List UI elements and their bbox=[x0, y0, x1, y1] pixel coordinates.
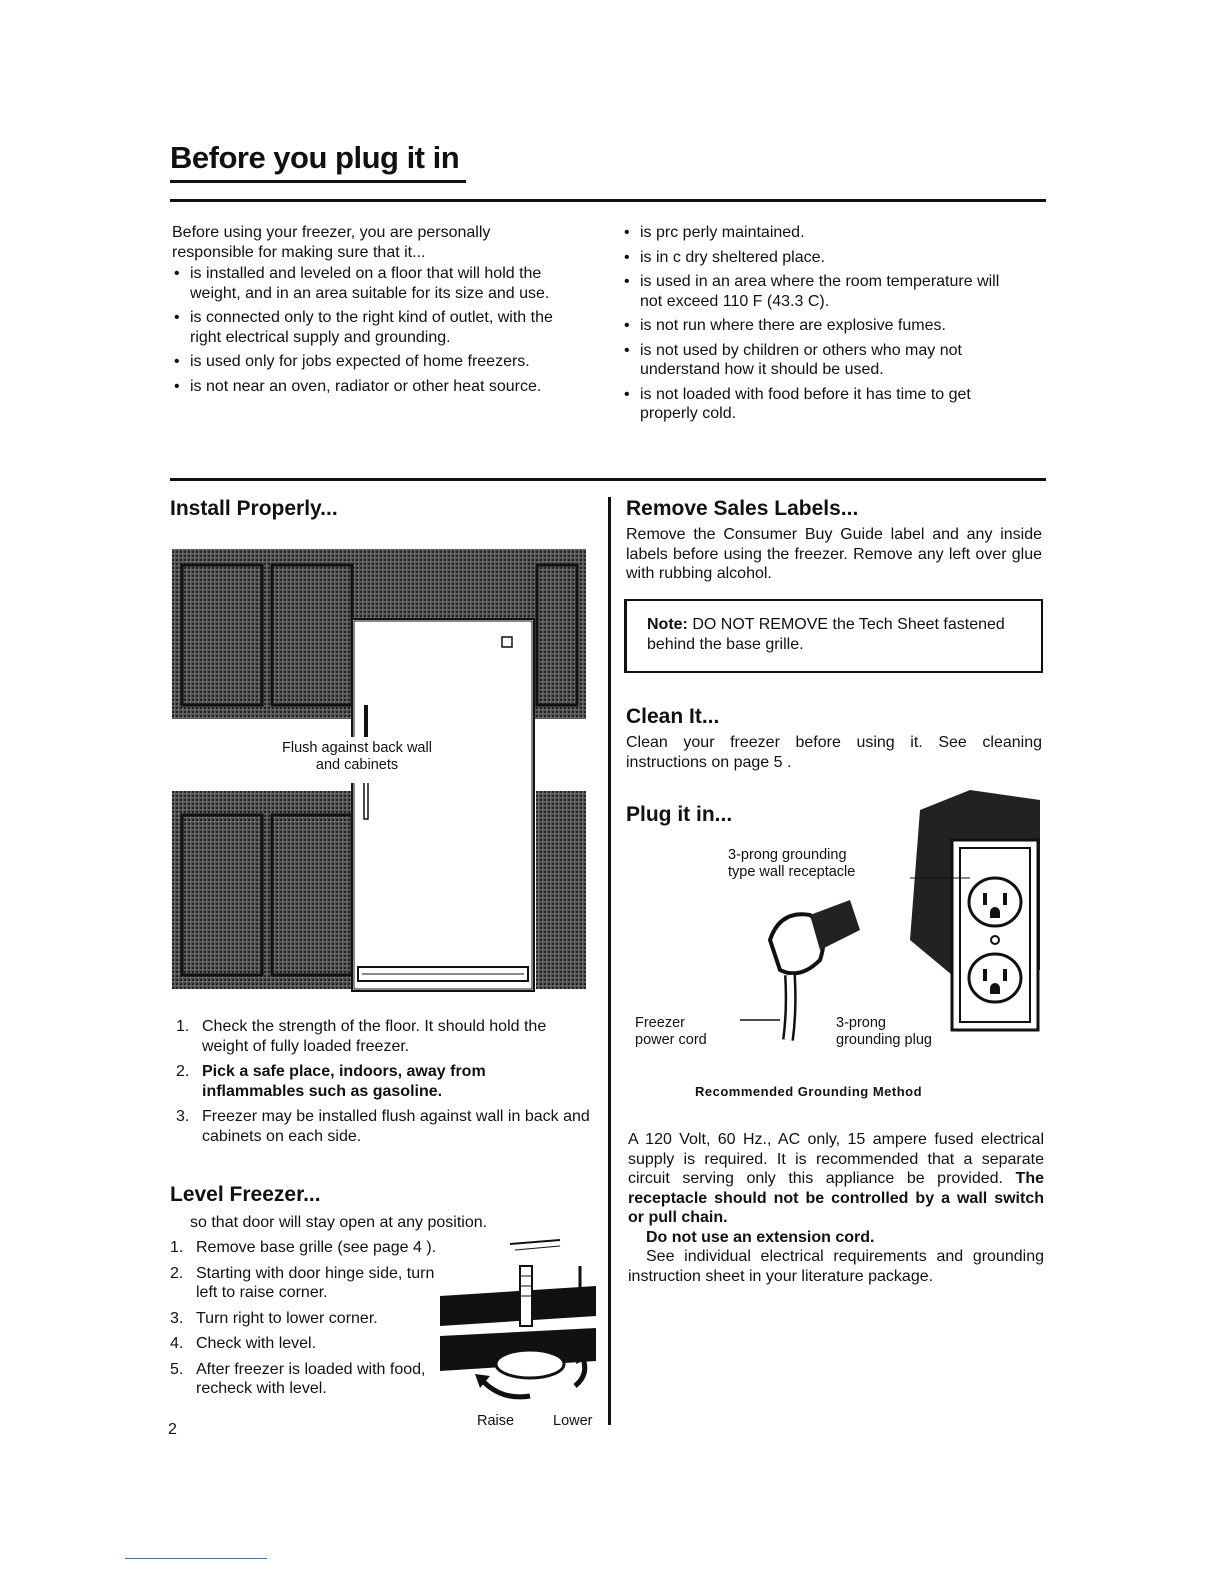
top-rule bbox=[170, 199, 1046, 202]
step-number: 1. bbox=[176, 1018, 190, 1035]
label-line: 3-prong grounding bbox=[728, 847, 847, 863]
title-underline bbox=[170, 180, 466, 183]
step-text: Pick a safe place, indoors, away from inflammables such as gasoline. bbox=[202, 1063, 486, 1100]
step-number: 3. bbox=[170, 1309, 184, 1327]
list-item: • is connected only to the right kind of outlet, with the right electrical supply and grounding. bbox=[172, 308, 567, 347]
install-steps bbox=[172, 1017, 592, 1152]
label-line: power cord bbox=[635, 1032, 707, 1048]
note-content bbox=[647, 615, 1029, 654]
plug-heading: Plug it in... bbox=[626, 803, 733, 826]
step-text: Check with level. bbox=[196, 1335, 317, 1352]
install-heading: Install Properly... bbox=[170, 497, 338, 520]
step-number: 4. bbox=[170, 1335, 184, 1352]
step-text: Check the strength of the floor. It should hold the weight of fully loaded freezer. bbox=[202, 1018, 547, 1055]
list-item: • is not run where there are explosive fumes. bbox=[622, 316, 1020, 336]
lower-label: Lower bbox=[553, 1413, 593, 1429]
remove-labels-text: Remove the Consumer Buy Guide label and any inside labels before using the freezer. Remove any left over glue with rubbing alcohol. bbox=[626, 526, 1042, 582]
step-text: After freezer is loaded with food, recheck with level. bbox=[196, 1360, 426, 1397]
note-box bbox=[624, 599, 1043, 673]
list-item bbox=[166, 1360, 456, 1399]
label-line: Freezer bbox=[635, 1015, 685, 1031]
electrical-requirements bbox=[628, 1130, 1044, 1286]
clean-heading: Clean It... bbox=[626, 705, 720, 728]
list-item: • is not loaded with food before it has time to get properly cold. bbox=[622, 385, 1020, 424]
list-item: • is used in an area where the room temperature will not exceed 110 F (43.3 C). bbox=[622, 272, 1020, 311]
caption-line: and cabinets bbox=[315, 757, 399, 773]
list-item: • is used only for jobs expected of home freezers. bbox=[172, 352, 567, 372]
grounding-instructions: See individual electrical requirements and grounding instruction sheet in your literature package. bbox=[628, 1248, 1044, 1285]
list-item: • is not used by children or others who may not understand how it should be used. bbox=[622, 341, 1020, 380]
step-number: 2. bbox=[170, 1264, 184, 1282]
step-text: Starting with door hinge side, turn left to raise corner. bbox=[196, 1264, 435, 1301]
step-text: Turn right to lower corner. bbox=[196, 1309, 378, 1327]
step-number: 1. bbox=[170, 1239, 184, 1256]
level-steps bbox=[166, 1238, 456, 1405]
list-item bbox=[166, 1264, 456, 1303]
list-item bbox=[166, 1238, 456, 1258]
page-title: Before you plug it in bbox=[170, 140, 460, 175]
remove-labels-heading: Remove Sales Labels... bbox=[626, 497, 859, 520]
list-item bbox=[166, 1309, 456, 1329]
intro-lead: Before using your freezer, you are personally responsible for making sure that it... bbox=[172, 224, 491, 261]
step-number: 2. bbox=[176, 1063, 190, 1080]
list-item bbox=[166, 1334, 456, 1354]
list-item bbox=[172, 1062, 592, 1101]
intro-left bbox=[172, 223, 567, 401]
receptacle-warning: The receptacle should not be controlled by a wall switch or pull chain. bbox=[628, 1170, 1044, 1226]
column-divider bbox=[608, 497, 611, 1425]
level-lead: so that door will stay open at any position. bbox=[190, 1214, 488, 1231]
note-label: Note: bbox=[647, 616, 688, 633]
step-number: 3. bbox=[176, 1108, 190, 1125]
power-cord-label bbox=[635, 1015, 707, 1049]
grounding-caption: Recommended Grounding Method bbox=[695, 1084, 923, 1099]
extension-cord-warning: Do not use an extension cord. bbox=[646, 1228, 875, 1246]
electrical-text: A 120 Volt, 60 Hz., AC only, 15 ampere fused electrical supply is required. It is recommended that a separate circuit serving only this appliance be provided. bbox=[628, 1131, 1044, 1187]
step-number: 5. bbox=[170, 1360, 184, 1378]
label-line: type wall receptacle bbox=[728, 864, 856, 880]
note-text: DO NOT REMOVE the Tech Sheet fastened behind the base grille. bbox=[647, 616, 1005, 653]
clean-text: Clean your freezer before using it. See cleaning instructions on page 5 . bbox=[626, 734, 1042, 771]
leveling-leg-illustration bbox=[420, 1236, 600, 1408]
step-text: Remove base grille (see page 4 ). bbox=[196, 1239, 437, 1256]
plug-label bbox=[836, 1015, 932, 1049]
level-heading: Level Freezer... bbox=[170, 1183, 321, 1206]
receptacle-label bbox=[728, 847, 855, 881]
list-item bbox=[172, 1017, 592, 1056]
intro-right-list bbox=[622, 223, 1020, 424]
list-item: • is in c dry sheltered place. bbox=[622, 248, 1020, 268]
list-item bbox=[172, 1107, 592, 1146]
list-item: • is installed and leveled on a floor that will hold the weight, and in an area suitable for its size and use. bbox=[172, 264, 567, 303]
leveling-leg-drawing bbox=[420, 1236, 600, 1408]
intro-left-list bbox=[172, 264, 567, 396]
list-item: • is not near an oven, radiator or other heat source. bbox=[172, 377, 567, 397]
label-line: grounding plug bbox=[836, 1032, 932, 1048]
install-figure-caption bbox=[172, 740, 542, 774]
step-text: Freezer may be installed flush against wall in back and cabinets on each side. bbox=[202, 1108, 590, 1145]
label-line: 3-prong bbox=[836, 1015, 886, 1031]
intro-right bbox=[622, 223, 1020, 429]
raise-label: Raise bbox=[477, 1413, 515, 1429]
middle-rule bbox=[170, 478, 1046, 481]
caption-line: Flush against back wall bbox=[282, 740, 432, 756]
page-number: 2 bbox=[168, 1421, 177, 1438]
list-item: • is prc perly maintained. bbox=[622, 223, 1020, 243]
footer-line bbox=[125, 1558, 267, 1559]
